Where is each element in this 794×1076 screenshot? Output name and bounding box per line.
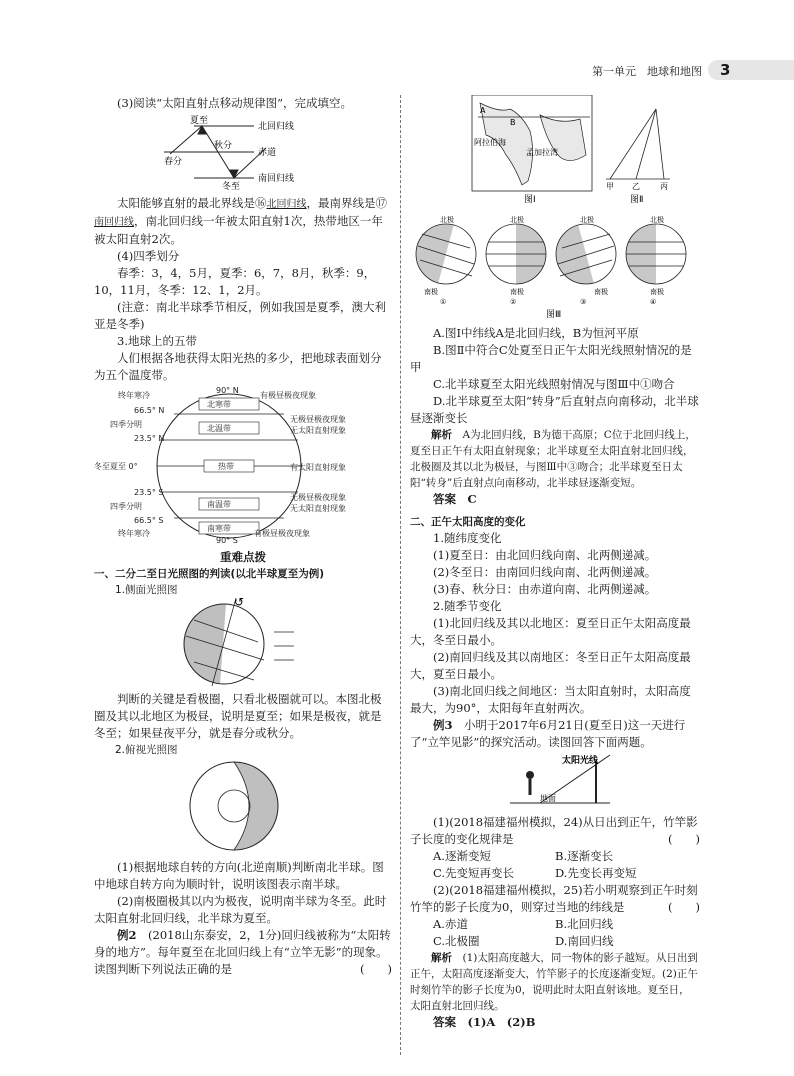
fig1-bengal: 孟加拉湾	[526, 148, 558, 157]
ex3-label: 例3	[433, 718, 453, 732]
analysis-2-label: 解析	[431, 952, 452, 964]
answer-1-value: C	[467, 492, 477, 506]
s2a: (1)北回归线及其以北地区：夏至日正午太阳高度最大，冬至日最小。	[410, 616, 691, 647]
q1: (1)(2018福建福州模拟，24)从日出到正午，竹竿影子长度的变化规律是	[410, 815, 698, 846]
q2-opt-a: A.赤道	[433, 917, 468, 931]
p1a: 太阳能够直射的最北界线是⑯	[117, 196, 267, 210]
qiufen-label: 秋分	[214, 141, 233, 151]
section2-title: 二、正午太阳高度的变化	[410, 516, 526, 528]
judge-text: 判断的关键是看极圈，只看北极圈就可以。本图北极圈及其以北地区为极昼，说明是夏至；如果是极夜，就是冬至；如果昼夜平分，就是春分或秋分。	[94, 692, 382, 740]
q2-paren: ( )	[668, 900, 700, 914]
column-divider	[400, 95, 401, 1055]
answer-2	[410, 1014, 700, 1031]
zone-re: 热带	[218, 462, 234, 471]
fig3-2-beiji: 北极	[510, 216, 524, 224]
fig3-num-1: ①	[440, 298, 447, 306]
s1b: (2)冬至日：由南回归线向南、北两侧递减。	[433, 565, 657, 579]
answer-2-label: 答案	[433, 1015, 456, 1029]
option-d: D.北半球夏至太阳“转身”后直射点向南移动，北半球昼逐渐变长	[410, 394, 699, 425]
figure-3	[410, 210, 700, 320]
equator-label: 冬至夏至 0°	[94, 462, 138, 471]
q1-opt-b: B.逐渐变长	[555, 849, 614, 863]
page-number-tab	[708, 60, 794, 80]
q1-opt-d: D.先变长再变短	[555, 866, 637, 880]
chunfen-label: 春分	[164, 157, 183, 167]
fig2-jia: 甲	[606, 182, 614, 191]
p3-text: (1)根据地球自转的方向(北逆南顺)判断南北半球。图中地球自转方向为顺时针，说明该图表示南半球。	[94, 860, 384, 891]
option-c: C.北半球夏至太阳光线照射情况与图Ⅲ中①吻合	[433, 377, 675, 391]
fig1-a: A	[480, 106, 486, 115]
unit-title: 第一单元 地球和地图	[592, 65, 702, 78]
left-desc-4: 四季分明	[110, 502, 142, 511]
sun-ray-label: 太阳光线	[562, 756, 599, 766]
option-b: B.图Ⅱ中符合C处夏至日正午太阳光线照射情况的是甲	[410, 343, 692, 374]
left-desc-2: 四季分明	[110, 420, 142, 429]
ex2-text: (2018山东泰安，2，1分)回归线被称为“太阳转身的地方”。每年夏至在北回归线上有“立竿无影”的现象。读图判断下列说法正确的是	[94, 928, 391, 976]
left-column	[94, 95, 392, 978]
left-desc-1: 终年寒冷	[118, 391, 150, 400]
fig3-1-beiji: 北极	[440, 216, 454, 224]
q2: (2)(2018福建福州模拟，25)若小明观察到正午时刻竹竿的影子长度为0，则穿过当地的纬线是	[410, 883, 698, 914]
ex2-label: 例2	[117, 928, 137, 942]
q2-opt-c: C.北极圈	[433, 934, 480, 948]
ex3-text: 小明于2017年6月21日(夏至日)这一天进行了“立竿见影”的探究活动。读图回答下面两题。	[410, 718, 686, 749]
q1-options-row1	[410, 848, 700, 865]
blank-16: 北回归线	[266, 199, 307, 210]
q2-opt-b: B.北回归线	[555, 917, 614, 931]
p1d: ，南北回归线一年被太阳直射1次，热带地区一年被太阳直射2次。	[94, 214, 383, 246]
ground-label: 地面	[540, 794, 556, 803]
key-points-title: 重难点拨	[220, 550, 266, 564]
section3-title: 3.地球上的五带	[117, 334, 197, 348]
fig3-3-beiji: 北极	[580, 216, 594, 224]
five-zones-diagram	[94, 384, 392, 544]
fig3-2-nanji: 南极	[510, 288, 524, 296]
fill-paragraph	[94, 195, 392, 248]
zone-nanwen: 南温带	[207, 500, 231, 509]
fig3-num-4: ④	[650, 298, 657, 306]
s2c: (3)南北回归线之间地区：当太阳直射时，太阳高度最大，为90°，太阳每年直射两次。	[410, 684, 691, 715]
sun-movement-diagram	[94, 112, 392, 190]
q4-text: (4)四季划分	[117, 249, 180, 263]
left-desc-5: 终年寒冷	[118, 529, 150, 538]
s1-title: 1.随纬度变化	[433, 531, 502, 545]
right-desc-2: 无极昼极夜现象	[290, 415, 346, 424]
fig3-4-beiji: 北极	[650, 216, 664, 224]
analysis-2-text: (1)太阳高度越大，同一物体的影子越短。从日出到正午，太阳高度逐渐变大，竹竿影子的长度逐渐变短。(2)正午时刻竹竿的影子长度为0，说明此时太阳直射该地。夏至日，太阳直射北回归线。	[410, 952, 698, 1012]
beihuigui-label: 北回归线	[258, 122, 295, 132]
example2	[94, 927, 392, 978]
right-desc-3: 无太阳直射现象	[290, 426, 346, 435]
n235-label: 23.5° N	[134, 434, 165, 443]
q2-options-row2	[410, 933, 700, 950]
seasons-text: 春季：3，4，5月，夏季：6，7，8月，秋季：9，10，11月，冬季：12、1，2月。	[94, 266, 376, 297]
s2-title: 2.随季节变化	[433, 599, 502, 613]
s235-label: 23.5° S	[134, 488, 164, 497]
example3	[410, 717, 700, 751]
right-desc-4: 有太阳直射现象	[290, 463, 346, 472]
xiazhi-label: 夏至	[190, 116, 209, 126]
q2-text	[410, 882, 700, 916]
analysis-1	[410, 427, 700, 491]
fig1-b: B	[510, 118, 516, 127]
fig2-yi: 乙	[632, 182, 640, 191]
fig2-label: 图Ⅱ	[630, 195, 644, 205]
fig3-3-nanji: 南极	[594, 288, 608, 296]
n90-label: 90° N	[216, 386, 239, 395]
shadow-figure	[410, 751, 700, 809]
section1-title: 一、二分二至日光照图的判读(以北半球夏至为例)	[94, 568, 325, 580]
fig3-label: 图Ⅲ	[546, 310, 562, 320]
right-desc-7: 有极昼极夜现象	[254, 529, 310, 538]
figures-1-2	[410, 95, 700, 205]
analysis-1-label: 解析	[431, 429, 452, 441]
analysis-2	[410, 950, 700, 1014]
q3-text: (3)阅读“太阳直射点移动规律图”，完成填空。	[117, 96, 353, 110]
p1b: ，最南界线是	[306, 196, 376, 210]
fig3-4-nanji: 南极	[650, 288, 664, 296]
fig2-bing: 丙	[660, 182, 668, 191]
s2b: (2)南回归线及其以南地区：冬至日正午太阳高度最大，夏至日最小。	[410, 650, 691, 681]
section3-text: 人们根据各地获得太阳光热的多少，把地球表面划分为五个温度带。	[94, 351, 382, 382]
nanhuigui-label: 南回归线	[258, 174, 295, 184]
zone-nanhan: 南寒带	[207, 524, 231, 533]
fig3-num-2: ②	[510, 298, 517, 306]
option-a: A.图Ⅰ中纬线A是北回归线，B为恒河平原	[433, 326, 639, 340]
right-desc-1: 有极昼极夜现象	[260, 391, 316, 400]
q2-opt-d: D.南回归线	[555, 934, 614, 948]
s1c: (3)春、秋分日：由赤道向南、北两侧递减。	[433, 582, 657, 596]
rotation-arrow-icon: ↺	[234, 598, 245, 609]
page-number: 3	[720, 61, 731, 79]
right-desc-5: 无极昼极夜现象	[290, 493, 346, 502]
zone-beiwen: 北温带	[207, 424, 231, 433]
p4-text: (2)南极圈极其以内为极夜，说明南半球为冬至。此时太阳直射北回归线，北半球为夏至。	[94, 894, 387, 925]
answer-2-value: (1)A (2)B	[467, 1015, 536, 1029]
fig3-num-3: ③	[580, 298, 587, 306]
sub1-title: 1.侧面光照图	[115, 584, 178, 596]
answer-1-label: 答案	[433, 492, 456, 506]
zone-beihan: 北寒带	[207, 400, 231, 409]
blank-17: 南回归线	[94, 217, 134, 228]
n665-label: 66.5° N	[134, 406, 165, 415]
s90-label: 90° S	[216, 536, 238, 544]
page-header	[0, 60, 794, 82]
q1-opt-c: C.先变短再变长	[433, 866, 515, 880]
side-illumination-diagram	[94, 598, 392, 686]
dongzhi-label: 冬至	[222, 182, 241, 190]
analysis-1-text: A为北回归线，B为德干高原；C位于北回归线上，夏至日正午有太阳直射现象；北半球夏至太阳直射北回归线，北极圈及其以北为极昼，与图Ⅲ中③吻合；北半球夏至日太阳“转身”后直射点向南移动，北半球昼逐渐变短。	[410, 429, 696, 489]
ex2-paren: ( )	[360, 962, 392, 976]
answer-1	[410, 491, 700, 508]
q1-paren: ( )	[668, 832, 700, 846]
s1a: (1)夏至日：由北回归线向南、北两侧递减。	[433, 548, 657, 562]
chidao-label: 赤道	[258, 148, 277, 158]
p1c: ⑰	[375, 196, 387, 210]
fig3-1-nanji: 南极	[424, 288, 438, 296]
q2-options-row1	[410, 916, 700, 933]
right-column	[410, 95, 700, 1031]
right-desc-6: 无太阳直射现象	[290, 504, 346, 513]
note-text: (注意：南北半球季节相反，例如我国是夏季，澳大利亚是冬季)	[94, 300, 386, 331]
fig1-label: 图Ⅰ	[524, 195, 536, 205]
s665-label: 66.5° S	[134, 516, 164, 525]
q1-opt-a: A.逐渐变短	[433, 849, 491, 863]
top-view-diagram	[94, 758, 392, 854]
sub2-title: 2.俯视光照图	[115, 744, 178, 756]
q1-text	[410, 814, 700, 848]
fig1-arab: 阿拉伯海	[474, 138, 506, 147]
q1-options-row2	[410, 865, 700, 882]
